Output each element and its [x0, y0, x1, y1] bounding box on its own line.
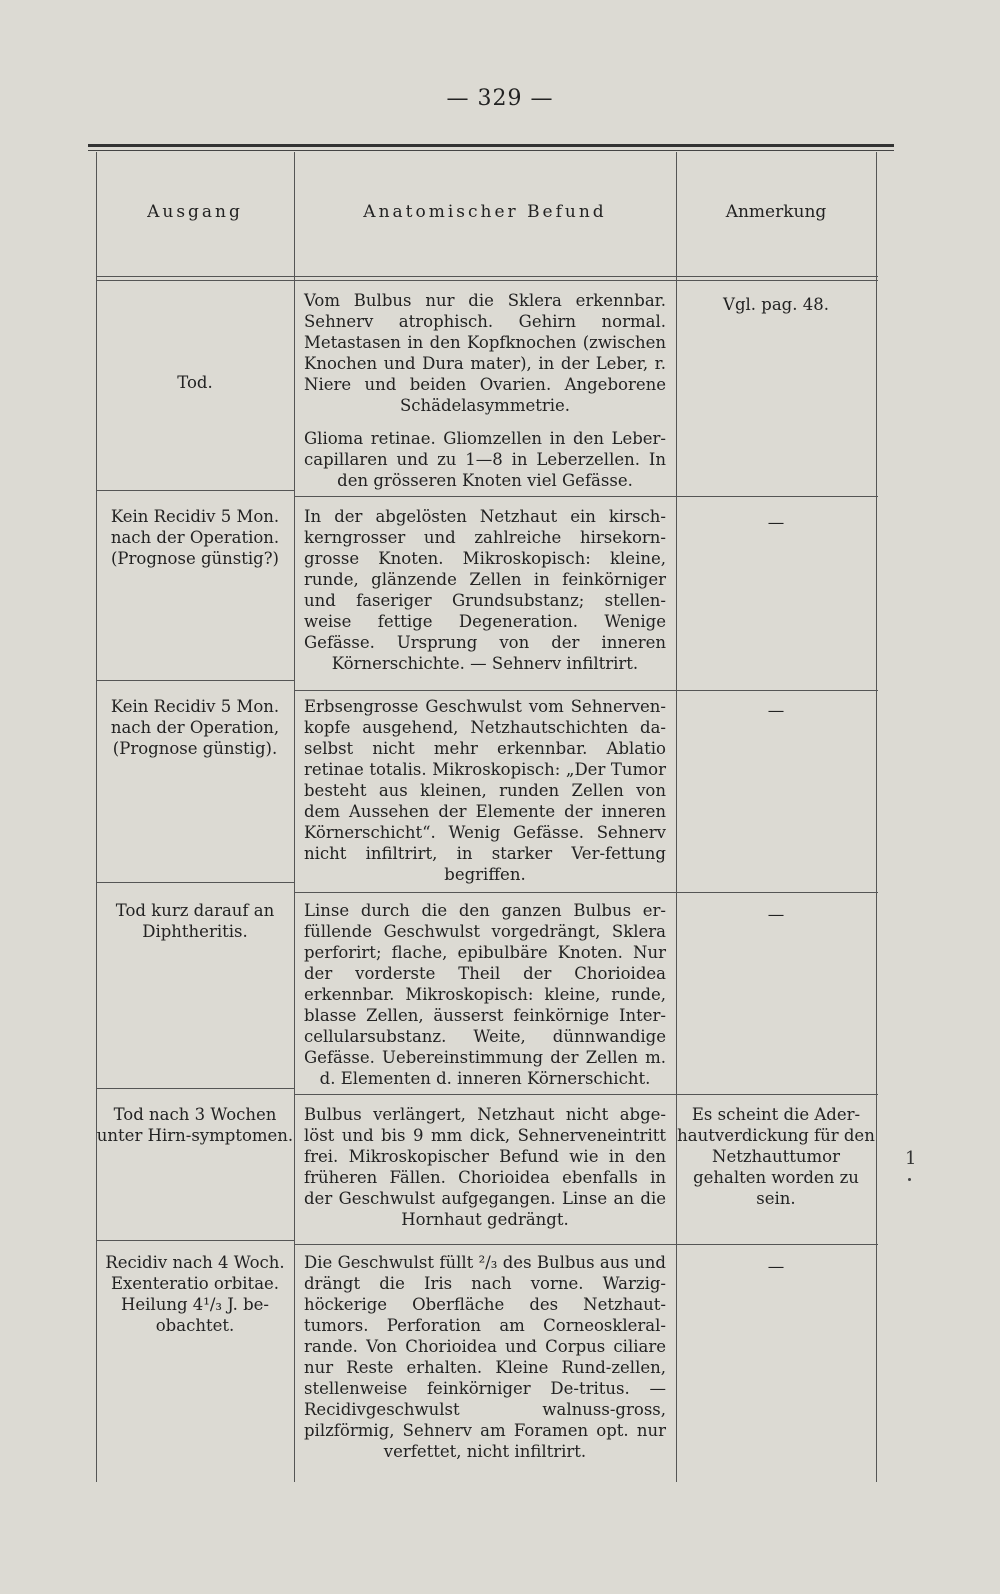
column-divider-4: [876, 152, 877, 1482]
row2-befund: In der abgelösten Netzhaut ein kirsch-kerngrosser und zahlreiche hirsekorn-grosse Knoten. Mikroskopisch: kleine, runde, glänzende Zellen in feinkörniger und faseriger Grundsubstanz; stellen-weise fettige Degeneration. Wenige Gefässe. Ursprung von der inneren Körnerschichte. — Sehnerv infiltrirt.: [304, 507, 666, 673]
header-ausgang: Ausgang: [147, 202, 243, 222]
row-divider: [294, 1094, 878, 1095]
row4-ausgang: Tod kurz darauf an Diphtheritis.: [115, 901, 275, 941]
row-divider: [96, 490, 294, 491]
row4-befund: Linse durch die den ganzen Bulbus er-füllende Geschwulst vorgedrängt, Sklera perforirt; flache, epibulbäre Knoten. Nur der vorderste Theil der Chorioidea erkennbar. Mikroskopisch: kleine, runde, blasse Zellen, äusserst feinkörnige Inter-cellularsubstanz. Weite, dünnwandige Gefässe. Uebereinstimmung der Zellen m. d. Elementen d. inneren Körnerschicht.: [304, 901, 666, 1088]
row5-befund: Bulbus verlängert, Netzhaut nicht abge-löst und bis 9 mm dick, Sehnerveneintritt frei. Mikroskopischer Befund wie in den früheren Fällen. Chorioidea ebenfalls in der Geschwulst aufgegangen. Linse an die Hornhaut gedrängt.: [304, 1105, 666, 1229]
page-number: — 329 —: [446, 86, 554, 111]
row-divider: [294, 690, 878, 691]
top-rule-thin: [88, 150, 894, 151]
row-divider: [294, 496, 878, 497]
top-rule: [88, 144, 894, 147]
header-anmerkung: Anmerkung: [725, 202, 827, 222]
margin-dot: [908, 1178, 911, 1181]
column-divider-2: [294, 152, 295, 1482]
row6-befund: Die Geschwulst füllt ²/₃ des Bulbus aus und drängt die Iris nach vorne. Warzig-höckerige Oberfläche des Netzhaut-tumors. Perforation am Corneoskleral-rande. Von Chorioidea und Corpus ciliare nur Reste erhalten. Kleine Rund-zellen, stellenweise feinkörniger De-tritus. — Recidivgeschwulst walnuss-gross, pilzförmig, Sehnerv am Foramen opt. nur verfettet, nicht infiltrirt.: [304, 1253, 666, 1461]
row2-ausgang: Kein Recidiv 5 Mon. nach der Operation. (Prognose günstig?): [110, 507, 280, 568]
row-divider: [96, 882, 294, 883]
row6-ausgang: Recidiv nach 4 Woch. Exenteratio orbitae. Heilung 4¹/₃ J. be-obachtet.: [105, 1253, 285, 1335]
row4-anmerkung: —: [767, 905, 785, 924]
row3-anmerkung: —: [767, 701, 785, 720]
row1-befund-a: Vom Bulbus nur die Sklera erkennbar. Sehnerv atrophisch. Gehirn normal. Metastasen in den Kopfknochen (zwischen Knochen und Dura mater), in der Leber, r. Niere und beiden Ovarien. Angeborene Schädelasymmetrie.: [304, 291, 666, 415]
margin-mark: 1: [905, 1148, 917, 1169]
row-divider: [294, 892, 878, 893]
row6-anmerkung: —: [767, 1257, 785, 1276]
row-divider: [96, 680, 294, 681]
row-divider: [96, 1240, 294, 1241]
row1-anmerkung: Vgl. pag. 48.: [723, 295, 829, 314]
column-divider-3: [676, 152, 677, 1482]
row5-ausgang: Tod nach 3 Wochen unter Hirn-symptomen.: [96, 1105, 294, 1145]
row5-anmerkung: Es scheint die Ader-hautverdickung für den Netzhauttumor gehalten worden zu sein.: [677, 1105, 875, 1208]
row2-anmerkung: —: [767, 513, 785, 532]
row3-ausgang: Kein Recidiv 5 Mon. nach der Operation, (Prognose günstig).: [110, 697, 280, 758]
row1-befund-b: Glioma retinae. Gliomzellen in den Leber-capillaren und zu 1—8 in Leberzellen. In den grösseren Knoten viel Gefässe.: [304, 429, 666, 490]
row3-befund: Erbsengrosse Geschwulst vom Sehnerven-kopfe ausgehend, Netzhautschichten da-selbst nicht mehr erkennbar. Ablatio retinae totalis. Mikroskopisch: „Der Tumor besteht aus kleinen, runden Zellen von dem Aussehen der Elemente der inneren Körnerschicht“. Wenig Gefässe. Sehnerv nicht infiltrirt, in starker Ver-fettung begriffen.: [304, 697, 666, 884]
row-divider: [96, 1088, 294, 1089]
row1-ausgang: Tod.: [177, 373, 213, 392]
header-rule: [96, 276, 878, 277]
header-befund: Anatomischer Befund: [363, 202, 607, 222]
findings-table: [96, 152, 878, 1482]
header-rule-2: [96, 280, 878, 281]
row-divider: [294, 1244, 878, 1245]
